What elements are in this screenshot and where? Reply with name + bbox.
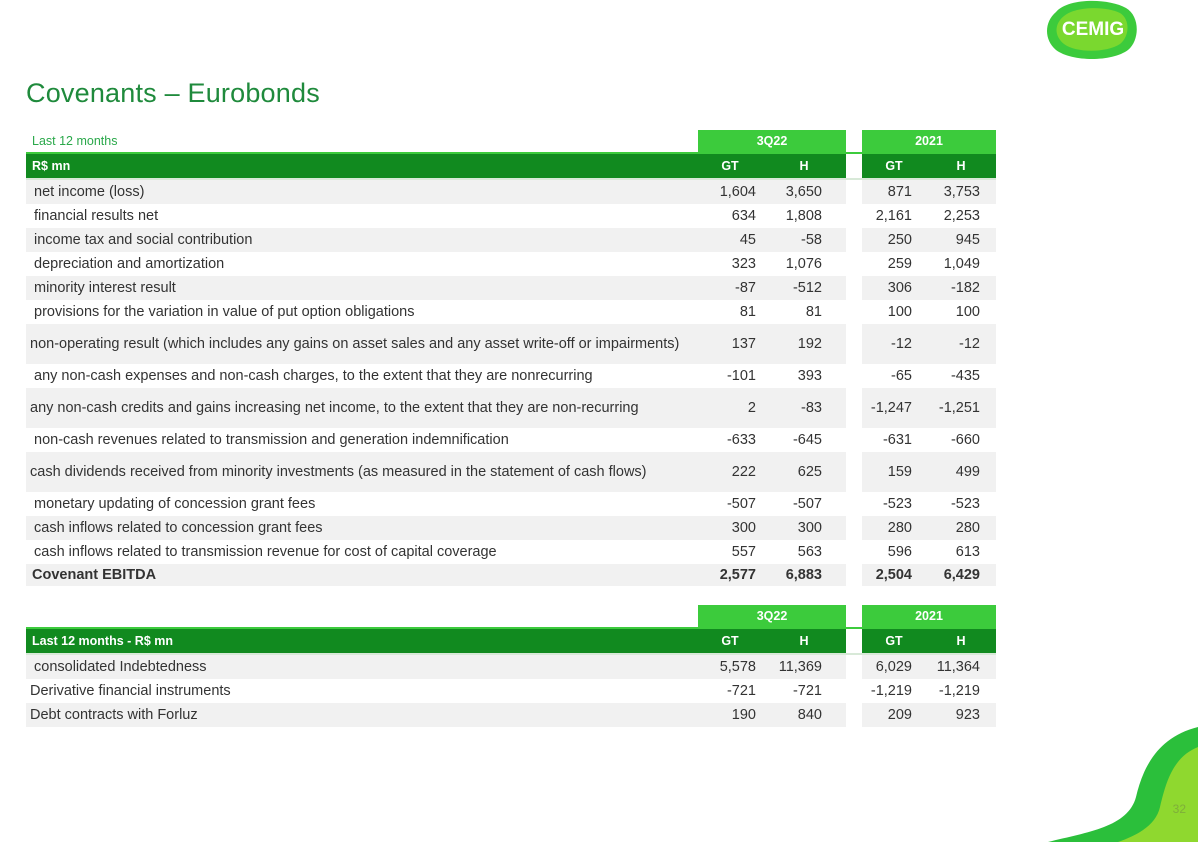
cell: 280 [955, 520, 980, 536]
cell: 625 [797, 464, 822, 480]
col-h-2021: H [956, 159, 966, 173]
row-label: non-cash revenues related to transmission and generation indemnification [34, 432, 509, 448]
cell: -1,219 [938, 683, 980, 699]
table-row [26, 228, 996, 252]
cell: -721 [792, 683, 822, 699]
cell: 3,650 [785, 184, 822, 200]
table-row [26, 252, 996, 276]
cell: 1,808 [785, 208, 822, 224]
cell: -507 [792, 496, 822, 512]
row-label: cash inflows related to transmission revenue for cost of capital coverage [34, 544, 497, 560]
cell: -87 [735, 280, 756, 296]
cell: 222 [731, 464, 756, 480]
last-12-months-label: Last 12 months [32, 134, 118, 148]
table-row [26, 428, 996, 452]
cell: 2,577 [719, 567, 756, 583]
cell: -523 [882, 496, 912, 512]
col-h-3q22: H [799, 159, 809, 173]
table-row [26, 276, 996, 300]
table-row [26, 452, 996, 492]
period-3q22: 3Q22 [698, 130, 846, 152]
cell: 45 [739, 232, 756, 248]
page-number: 32 [1172, 802, 1186, 816]
cell: 634 [731, 208, 756, 224]
cell: 1,604 [719, 184, 756, 200]
cell: 250 [887, 232, 912, 248]
cell: -65 [891, 368, 912, 384]
row-label: non-operating result (which includes any gains on asset sales and any asset write-off or impairments) [30, 336, 680, 352]
cell: 6,029 [875, 659, 912, 675]
cell: -1,251 [938, 400, 980, 416]
row-label: net income (loss) [34, 184, 145, 200]
table-row [26, 540, 996, 564]
cell: -523 [950, 496, 980, 512]
cell: 393 [797, 368, 822, 384]
table-row [26, 492, 996, 516]
cell: 5,578 [719, 659, 756, 675]
cell: -12 [891, 336, 912, 352]
cell: -1,219 [870, 683, 912, 699]
row-label: cash dividends received from minority investments (as measured in the statement of cash flows) [30, 464, 647, 480]
row-label: Covenant EBITDA [32, 567, 157, 583]
table-column-header [26, 627, 996, 655]
cell: 192 [797, 336, 822, 352]
cell: 100 [887, 304, 912, 320]
cell: -660 [950, 432, 980, 448]
table-row [26, 516, 996, 540]
cell: 6,429 [943, 567, 980, 583]
cell: 11,369 [778, 659, 822, 675]
cell: 557 [731, 544, 756, 560]
cell: 871 [887, 184, 912, 200]
cell: 3,753 [943, 184, 980, 200]
indebtedness-table [26, 605, 996, 727]
cell: 613 [955, 544, 980, 560]
cell: -512 [792, 280, 822, 296]
logo-text: CEMIG [1061, 19, 1125, 40]
cell: -1,247 [870, 400, 912, 416]
row-label: consolidated Indebtedness [34, 659, 207, 675]
cell: 11,364 [936, 659, 980, 675]
table-row [26, 703, 996, 727]
table-row [26, 655, 996, 679]
cell: 190 [731, 707, 756, 723]
row-label: Derivative financial instruments [30, 683, 231, 699]
col-gt-2021: GT [885, 634, 903, 648]
cell: 159 [887, 464, 912, 480]
row-label: depreciation and amortization [34, 256, 225, 272]
row-label: financial results net [34, 208, 159, 224]
ebitda-table [26, 130, 996, 586]
cell: 563 [797, 544, 822, 560]
cell: 1,049 [943, 256, 980, 272]
cell: -83 [801, 400, 822, 416]
row-label: cash inflows related to concession grant fees [34, 520, 323, 536]
cell: -507 [726, 496, 756, 512]
table-period-header [26, 130, 996, 152]
cell: 499 [955, 464, 980, 480]
col-h-2021: H [956, 634, 966, 648]
cemig-logo [1046, 0, 1140, 60]
period-2021: 2021 [862, 130, 996, 152]
cell: 280 [887, 520, 912, 536]
cell: 323 [731, 256, 756, 272]
row-label: income tax and social contribution [34, 232, 253, 248]
cell: 306 [887, 280, 912, 296]
cell: -645 [792, 432, 822, 448]
row-label: minority interest result [34, 280, 176, 296]
cell: 209 [887, 707, 912, 723]
cell: -633 [726, 432, 756, 448]
cell: 2,504 [875, 567, 912, 583]
cell: -631 [882, 432, 912, 448]
covenant-ebitda-row [26, 564, 996, 586]
table-row [26, 324, 996, 364]
decorative-corner-shape [1048, 727, 1198, 842]
cell: 259 [887, 256, 912, 272]
row-label: provisions for the variation in value of put option obligations [34, 304, 415, 320]
row-label: any non-cash credits and gains increasing net income, to the extent that they are non-recurring [30, 400, 639, 416]
cell: 2,161 [875, 208, 912, 224]
cell: 300 [731, 520, 756, 536]
cell: 2,253 [943, 208, 980, 224]
unit-label: R$ mn [32, 159, 71, 173]
cell: -435 [950, 368, 980, 384]
page-title: Covenants – Eurobonds [26, 78, 320, 108]
cell: 840 [797, 707, 822, 723]
cell: 300 [797, 520, 822, 536]
cell: 100 [955, 304, 980, 320]
table-column-header [26, 152, 996, 180]
cell: 81 [739, 304, 756, 320]
cell: -721 [726, 683, 756, 699]
row-label: Debt contracts with Forluz [30, 707, 198, 723]
row-label: monetary updating of concession grant fees [34, 496, 316, 512]
cell: -101 [726, 368, 756, 384]
cell: 137 [731, 336, 756, 352]
cell: -58 [801, 232, 822, 248]
table-period-header [26, 605, 996, 627]
period-2021: 2021 [862, 605, 996, 627]
period-3q22: 3Q22 [698, 605, 846, 627]
cell: -182 [950, 280, 980, 296]
cell: 945 [955, 232, 980, 248]
table-row [26, 180, 996, 204]
cell: 596 [887, 544, 912, 560]
table-row [26, 204, 996, 228]
row-label: any non-cash expenses and non-cash charges, to the extent that they are nonrecurring [34, 368, 593, 384]
table-row [26, 388, 996, 428]
cell: 81 [805, 304, 822, 320]
cell: 2 [747, 400, 756, 416]
col-gt-3q22: GT [721, 159, 739, 173]
unit-label: Last 12 months - R$ mn [32, 634, 173, 648]
col-gt-2021: GT [885, 159, 903, 173]
cell: 923 [955, 707, 980, 723]
table-row [26, 364, 996, 388]
cell: -12 [959, 336, 980, 352]
cell: 6,883 [785, 567, 822, 583]
table-row [26, 300, 996, 324]
col-gt-3q22: GT [721, 634, 739, 648]
cell: 1,076 [785, 256, 822, 272]
col-h-3q22: H [799, 634, 809, 648]
table-row [26, 679, 996, 703]
